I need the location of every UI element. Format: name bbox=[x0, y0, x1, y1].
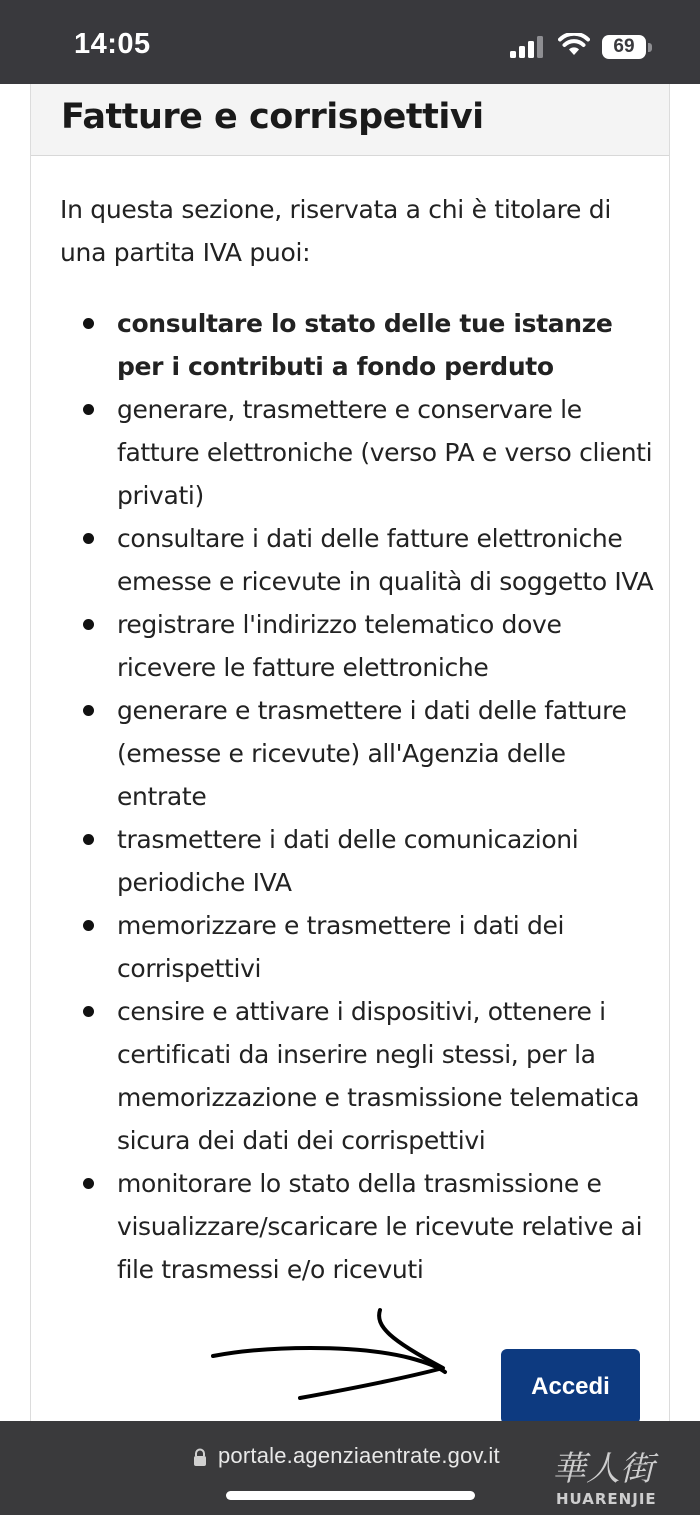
list-item-text: censire e attivare i dispositivi, ottenere i certificati da inserire negli stessi, per la memorizzazione e trasmissione telematica sicura dei dati dei corrispettivi bbox=[117, 997, 640, 1155]
list-item-text: trasmettere i dati delle comunicazioni periodiche IVA bbox=[117, 825, 579, 897]
watermark-logo bbox=[548, 1440, 693, 1510]
list-item bbox=[0, 904, 660, 990]
accedi-button[interactable]: Accedi bbox=[501, 1349, 640, 1424]
home-indicator[interactable] bbox=[226, 1491, 475, 1500]
feature-list bbox=[0, 302, 700, 1291]
bullet-icon bbox=[83, 619, 94, 630]
svg-text:華人街: 華人街 bbox=[552, 1449, 654, 1489]
list-item bbox=[0, 302, 660, 388]
list-item-text: generare, trasmettere e conservare le fatture elettroniche (verso PA e verso clienti privati) bbox=[117, 395, 653, 510]
lock-icon bbox=[193, 1448, 207, 1466]
bullet-icon bbox=[83, 1006, 94, 1017]
signal-icon bbox=[510, 36, 546, 58]
card-header bbox=[31, 84, 669, 156]
list-item-text: monitorare lo stato della trasmissione e visualizzare/scaricare le ricevute relative ai file trasmessi e/o ricevuti bbox=[117, 1169, 643, 1284]
battery-level: 69 bbox=[613, 36, 635, 57]
list-item-text: consultare i dati delle fatture elettroniche emesse e ricevute in qualità di soggetto IVA bbox=[117, 524, 654, 596]
list-item-text: generare e trasmettere i dati delle fatture (emesse e ricevute) all'Agenzia delle entrate bbox=[117, 696, 627, 811]
intro-text: In questa sezione, riservata a chi è titolare di una partita IVA puoi: bbox=[60, 195, 611, 267]
status-bar bbox=[0, 0, 700, 84]
list-item-text: consultare lo stato delle tue istanze per i contributi a fondo perduto bbox=[117, 309, 613, 381]
hand-drawn-arrow-icon bbox=[205, 1306, 455, 1406]
status-time: 14:05 bbox=[74, 28, 151, 60]
list-item-text: registrare l'indirizzo telematico dove ricevere le fatture elettroniche bbox=[117, 610, 562, 682]
bullet-icon bbox=[83, 705, 94, 716]
svg-text:HUARENJIE: HUARENJIE bbox=[556, 1490, 657, 1508]
bullet-icon bbox=[83, 533, 94, 544]
bullet-icon bbox=[83, 1178, 94, 1189]
bullet-icon bbox=[83, 404, 94, 415]
list-item bbox=[0, 689, 660, 818]
list-item bbox=[0, 990, 660, 1162]
list-item bbox=[0, 818, 660, 904]
bullet-icon bbox=[83, 920, 94, 931]
bullet-icon bbox=[83, 834, 94, 845]
url-text[interactable]: portale.agenziaentrate.gov.it bbox=[218, 1443, 500, 1468]
list-item bbox=[0, 603, 660, 689]
battery-icon bbox=[602, 35, 652, 59]
wifi-icon bbox=[558, 33, 590, 57]
list-item-text: memorizzare e trasmettere i dati dei corrispettivi bbox=[117, 911, 565, 983]
page-title: Fatture e corrispettivi bbox=[61, 97, 484, 137]
bullet-icon bbox=[83, 318, 94, 329]
list-item bbox=[0, 388, 660, 517]
list-item bbox=[0, 517, 660, 603]
list-item bbox=[0, 1162, 660, 1291]
